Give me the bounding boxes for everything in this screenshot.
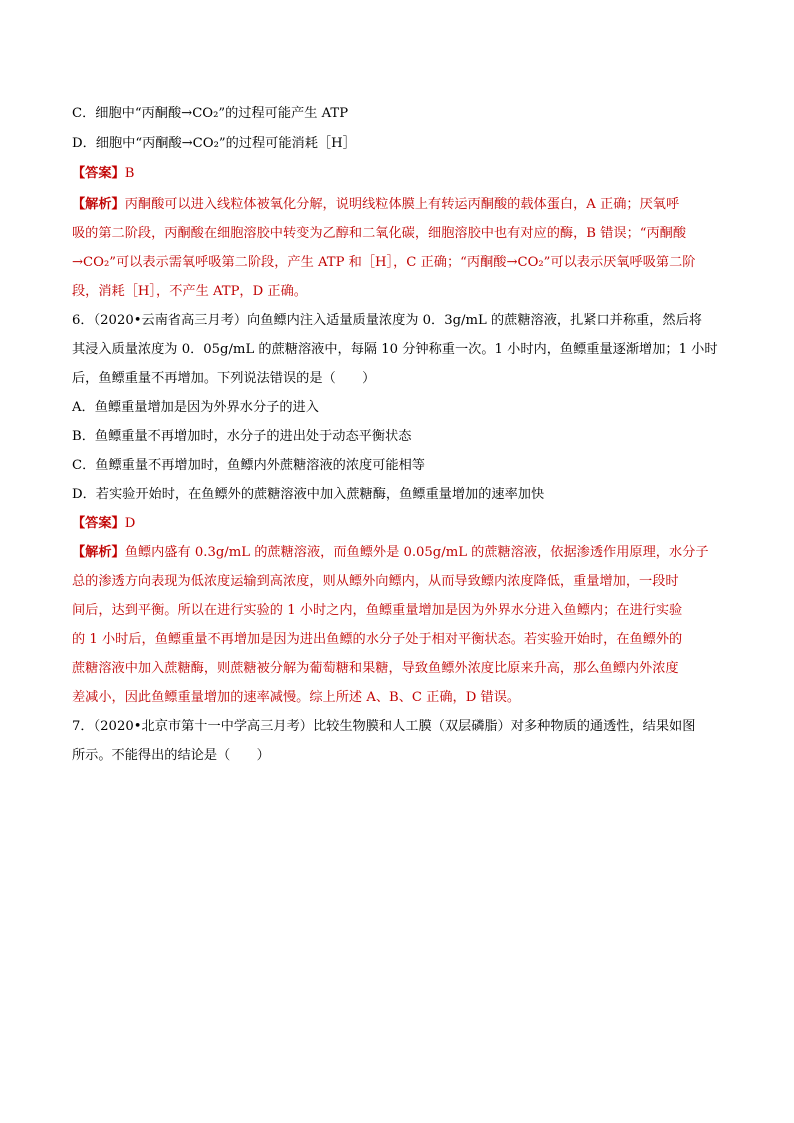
answer-value: D: [124, 516, 136, 531]
stem-line: 7．（2020•北京市第十一中学高三月考）比较生物膜和人工膜（双层磷脂）对多种物质的通透性，结果如图: [72, 719, 696, 734]
answer-tag: 【答案】: [72, 516, 125, 531]
q5-analysis: [72, 190, 732, 306]
analysis-tag: 【解析】: [72, 545, 125, 560]
q5-answer: [72, 164, 732, 184]
q6-options: [72, 393, 732, 509]
analysis-line: 吸的第二阶段，丙酮酸在细胞溶胶中转变为乙醇和二氧化碳，细胞溶胶中也有对应的酶，B 错误；“丙酮酸: [72, 226, 687, 241]
q5-option-d: D．细胞中“丙酮酸→CO₂”的过程可能消耗［H］: [72, 136, 356, 151]
analysis-line: →CO₂”可以表示需氧呼吸第二阶段，产生 ATP 和［H］，C 正确；“丙酮酸→CO₂”可以表示厌氧呼吸第二阶: [72, 255, 696, 270]
analysis-line: 差减小，因此鱼鳔重量增加的速率减慢。综上所述 A、B、C 正确，D 错误。: [72, 690, 521, 705]
answer-tag: 【答案】: [72, 166, 125, 181]
analysis-tag: 【解析】: [72, 197, 125, 212]
q6-stem: [72, 306, 732, 393]
q6-analysis: [72, 538, 732, 712]
stem-line: 其浸入质量浓度为 0．05g/mL 的蔗糖溶液中，每隔 10 分钟称重一次。1 小时内，鱼鳔重量逐渐增加；1 小时: [72, 342, 718, 357]
stem-line: 6．（2020•云南省高三月考）向鱼鳔内注入适量质量浓度为 0．3g/mL 的蔗糖溶液，扎紧口并称重，然后将: [72, 313, 702, 328]
analysis-line: 的 1 小时后，鱼鳔重量不再增加是因为进出鱼鳔的水分子处于相对平衡状态。若实验开始时，在鱼鳔外的: [72, 632, 683, 647]
analysis-line: 丙酮酸可以进入线粒体被氧化分解，说明线粒体膜上有转运丙酮酸的载体蛋白，A 正确；厌氧呼: [124, 197, 680, 212]
answer-value: B: [124, 166, 135, 181]
q5-option-c: C．细胞中“丙酮酸→CO₂”的过程可能产生 ATP: [72, 106, 349, 121]
document-page: [72, 92, 732, 770]
stem-line: 所示。不能得出的结论是（ ）: [72, 748, 270, 763]
q6-answer: [72, 509, 732, 538]
analysis-line: 间后，达到平衡。所以在进行实验的 1 小时之内，鱼鳔重量增加是因为外界水分进入鱼鳔内；在进行实验: [72, 603, 683, 618]
q6-option-a: A．鱼鳔重量增加是因为外界水分子的进入: [72, 400, 319, 415]
q6-option-d: D．若实验开始时，在鱼鳔外的蔗糖溶液中加入蔗糖酶，鱼鳔重量增加的速率加快: [72, 487, 545, 502]
analysis-line: 总的渗透方向表现为低浓度运输到高浓度，则从鳔外向鳔内，从而导致鳔内浓度降低，重量增加，一段时: [72, 574, 679, 589]
q6-option-c: C．鱼鳔重量不再增加时，鱼鳔内外蔗糖溶液的浓度可能相等: [72, 458, 425, 473]
q6-option-b: B．鱼鳔重量不再增加时，水分子的进出处于动态平衡状态: [72, 429, 412, 444]
analysis-line: 段，消耗［H］，不产生 ATP，D 正确。: [72, 284, 307, 299]
stem-line: 后，鱼鳔重量不再增加。下列说法错误的是（ ）: [72, 371, 376, 386]
analysis-line: 蔗糖溶液中加入蔗糖酶，则蔗糖被分解为葡萄糖和果糖，导致鱼鳔外浓度比原来升高，那么鱼鳔内外浓度: [72, 661, 679, 676]
analysis-line: 鱼鳔内盛有 0.3g/mL 的蔗糖溶液，而鱼鳔外是 0.05g/mL 的蔗糖溶液，依据渗透作用原理，水分子: [124, 545, 709, 560]
q7-stem: [72, 712, 732, 770]
